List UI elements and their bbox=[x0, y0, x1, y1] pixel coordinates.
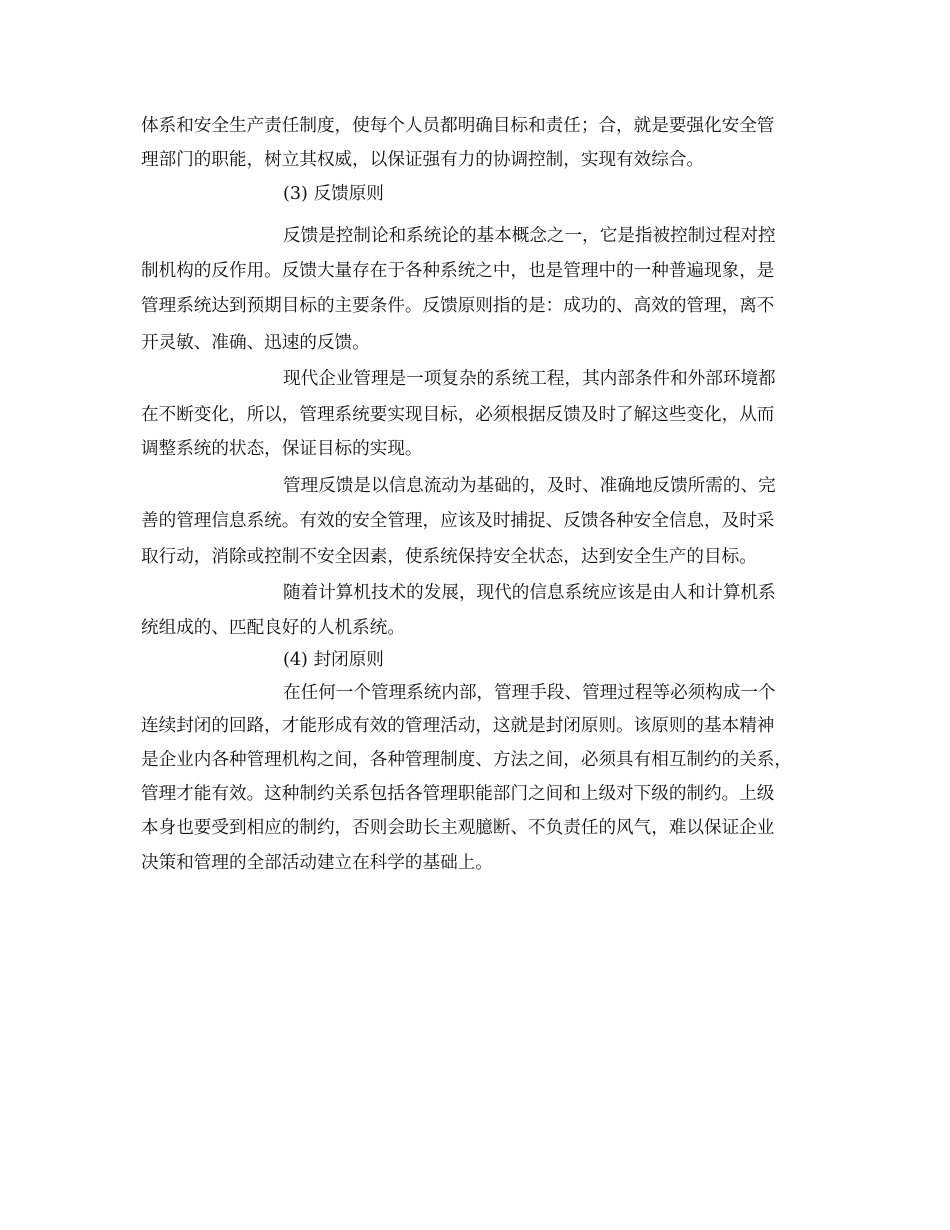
text-line: 取行动，消除或控制不安全因素，使系统保持安全状态，达到安全生产的目标。 bbox=[141, 547, 757, 567]
text-line: 统组成的、匹配良好的人机系统。 bbox=[141, 618, 405, 638]
text-line: 随着计算机技术的发展，现代的信息系统应该是由人和计算机系 bbox=[283, 583, 776, 603]
text-line: 制机构的反作用。反馈大量存在于各种系统之中，也是管理中的一种普遍现象，是 bbox=[141, 261, 775, 281]
text-line: 理部门的职能，树立其权威，以保证强有力的协调控制，实现有效综合。 bbox=[141, 150, 705, 170]
text-line: 在任何一个管理系统内部，管理手段、管理过程等必须构成一个 bbox=[283, 683, 776, 703]
section-heading-feedback: (3) 反馈原则 bbox=[283, 184, 384, 204]
text-line: 本身也要受到相应的制约，否则会助长主观臆断、不负责任的风气，难以保证企业 bbox=[141, 818, 775, 838]
text-line: 决策和管理的全部活动建立在科学的基础上。 bbox=[141, 853, 493, 873]
text-line: 体系和安全生产责任制度，使每个人员都明确目标和责任；合，就是要强化安全管 bbox=[141, 116, 775, 136]
text-line: 调整系统的状态，保证目标的实现。 bbox=[141, 439, 423, 459]
text-line: 是企业内各种管理机构之间，各种管理制度、方法之间，必须具有相互制约的关系， bbox=[141, 750, 792, 770]
text-line: 连续封闭的回路，才能形成有效的管理活动，这就是封闭原则。该原则的基本精神 bbox=[141, 716, 775, 736]
text-line: 开灵敏、准确、迅速的反馈。 bbox=[141, 333, 370, 353]
text-line: 在不断变化，所以，管理系统要实现目标，必须根据反馈及时了解这些变化，从而 bbox=[141, 405, 775, 425]
text-line: 反馈是控制论和系统论的基本概念之一，它是指被控制过程对控 bbox=[283, 226, 776, 246]
section-heading-closure: (4) 封闭原则 bbox=[283, 650, 384, 670]
text-line: 管理才能有效。这种制约关系包括各管理职能部门之间和上级对下级的制约。上级 bbox=[141, 784, 775, 804]
text-line: 善的管理信息系统。有效的安全管理，应该及时捕捉、反馈各种安全信息，及时采 bbox=[141, 511, 775, 531]
text-line: 管理反馈是以信息流动为基础的，及时、准确地反馈所需的、完 bbox=[283, 476, 776, 496]
text-line: 管理系统达到预期目标的主要条件。反馈原则指的是：成功的、高效的管理，离不 bbox=[141, 296, 775, 316]
text-line: 现代企业管理是一项复杂的系统工程，其内部条件和外部环境都 bbox=[283, 369, 776, 389]
